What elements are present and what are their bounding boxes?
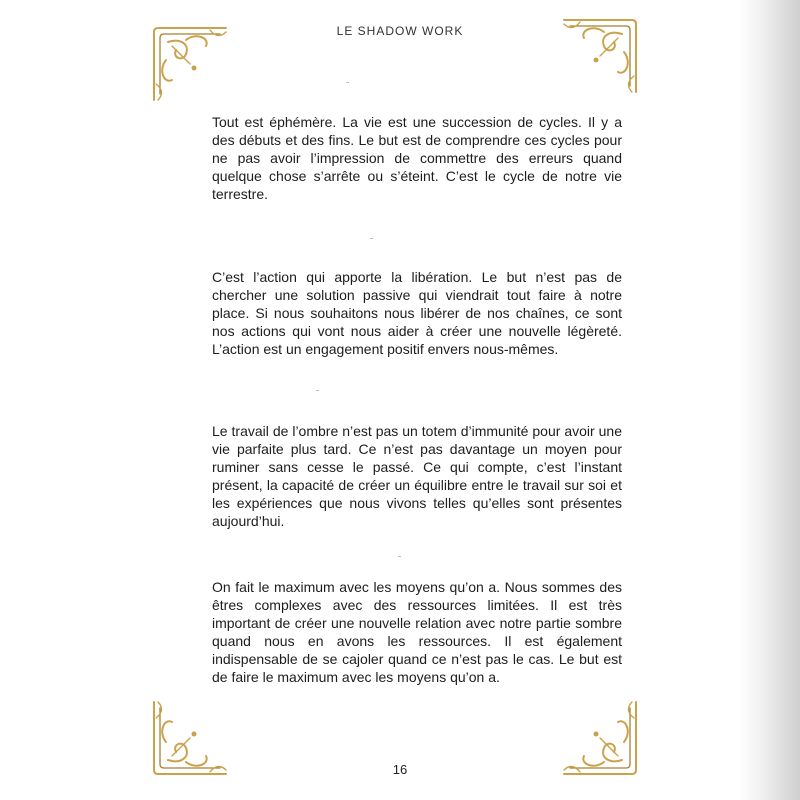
page-spine-shadow <box>740 0 800 800</box>
divider-dot <box>370 238 373 239</box>
paragraph-2: C’est l’action qui apporte la libération. Le but n’est pas de chercher une solution passive qui viendrait tout faire à notre place. Si nous souhaitons nous libérer de nos chaînes, ce sont nos actions qui vont nous aider à créer une nouvelle légèreté. L’action est un engagement positif envers nous-mêmes. <box>212 269 622 357</box>
paragraph-1: Tout est éphémère. La vie est une succession de cycles. Il y a des débuts et des fins. Le but est de comprendre ces cycles pour ne pas avoir l’impression de commettre des erreurs quand quelque chose s’arrête ou s’éteint. C’est le cycle de notre vie terrestre. <box>212 114 622 202</box>
ornate-corner-bottom-right-icon <box>560 698 640 778</box>
book-page <box>140 0 660 800</box>
ornate-corner-top-right-icon <box>560 16 640 96</box>
ornate-corner-top-left-icon <box>150 24 230 104</box>
ornate-corner-bottom-left-icon <box>150 698 230 778</box>
paragraph-3: Le travail de l’ombre n’est pas un totem d’immunité pour avoir une vie parfaite plus tard. Ce n’est pas davantage un moyen pour ruminer sans cesse le passé. Ce qui compte, c’est l’instant présent, la capacité de créer un équilibre entre le travail sur soi et les expériences que nous vivons telles qu’elles sont présentes aujourd’hui. <box>212 423 622 529</box>
divider-dot <box>398 556 401 557</box>
page-number: 16 <box>392 762 408 777</box>
divider-dot <box>346 82 349 83</box>
divider-dot <box>316 390 319 391</box>
paragraph-4: On fait le maximum avec les moyens qu’on a. Nous sommes des êtres complexes avec des ressources limitées. Il est très important de créer une nouvelle relation avec notre partie sombre quand nous en avons les ressources. Il est également indispensable de se cajoler quand ce n’est pas le cas. Le but est de faire le maximum avec les moyens qu’on a. <box>212 579 622 685</box>
running-header: LE SHADOW WORK <box>336 24 464 38</box>
